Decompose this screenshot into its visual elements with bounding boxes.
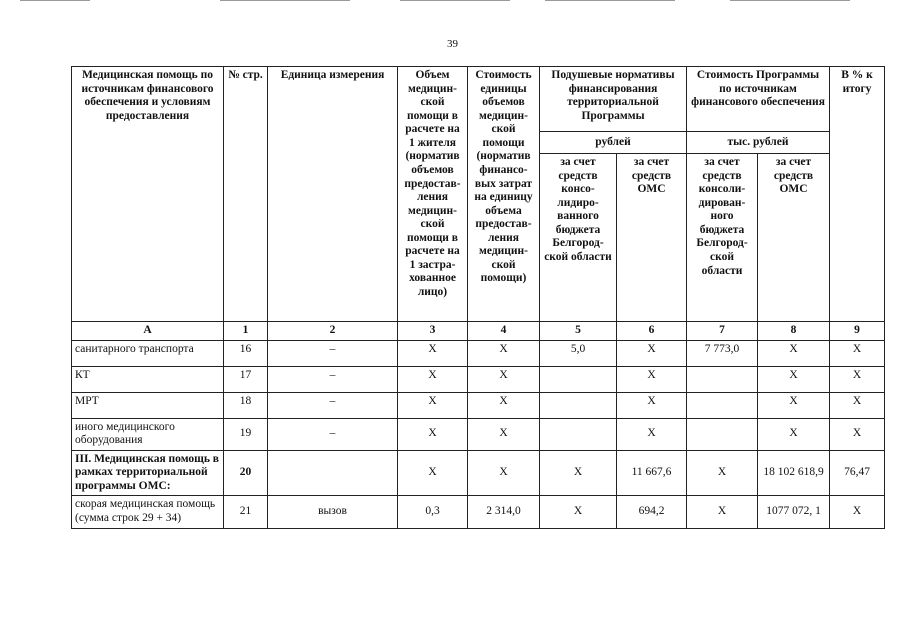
index-cell: 8 [758, 322, 830, 341]
cost-oms-cell: X [758, 366, 830, 392]
percent-cell: 76,47 [830, 450, 885, 496]
row-number: 20 [224, 450, 268, 496]
header-sub-oms-8: за счет средств ОМС [758, 154, 830, 322]
row-label: МРТ [72, 392, 224, 418]
index-cell: 1 [224, 322, 268, 341]
index-cell: 3 [398, 322, 468, 341]
header-col-unit: Единица измерения [268, 67, 398, 322]
unit-cost-cell: 2 314,0 [468, 496, 540, 528]
percapita-budget-cell: X [540, 496, 617, 528]
row-label: скорая медицинская помощь (сумма строк 29 + 34) [72, 496, 224, 528]
table-row [72, 496, 885, 528]
index-cell: 5 [540, 322, 617, 341]
top-edge-line-5 [730, 0, 850, 1]
top-edge-line-1 [20, 0, 90, 1]
header-sub-oms-6: за счет средств ОМС [617, 154, 687, 322]
header-percapita-unit: рублей [540, 132, 687, 154]
cost-budget-cell: X [687, 450, 758, 496]
table-row [72, 340, 885, 366]
unit-cell: – [268, 366, 398, 392]
header-col-cost: Стоимость единицы объемов медицин-ской помощи (норматив финансо-вых затрат на единицу объема предостав-ления медицин-ской помощи) [468, 67, 540, 322]
percapita-oms-cell: X [617, 366, 687, 392]
index-cell: 4 [468, 322, 540, 341]
table-row [72, 392, 885, 418]
cost-budget-cell: 7 773,0 [687, 340, 758, 366]
percapita-budget-cell [540, 366, 617, 392]
cost-oms-cell: X [758, 418, 830, 450]
table-row [72, 366, 885, 392]
volume-cell: 0,3 [398, 496, 468, 528]
volume-cell: X [398, 450, 468, 496]
table-row [72, 450, 885, 496]
header-cost-unit: тыс. рублей [687, 132, 830, 154]
header-col-volume: Объем медицин-ской помощи в расчете на 1 жителя (норматив объемов предостав-ления медицин-ской помощи в расчете на 1 застра-хованное лицо) [398, 67, 468, 322]
percapita-budget-cell: 5,0 [540, 340, 617, 366]
percapita-budget-cell [540, 392, 617, 418]
cost-oms-cell: X [758, 340, 830, 366]
row-number: 16 [224, 340, 268, 366]
row-number: 18 [224, 392, 268, 418]
unit-cell: – [268, 392, 398, 418]
unit-cost-cell: X [468, 392, 540, 418]
percent-cell: X [830, 496, 885, 528]
unit-cell: вызов [268, 496, 398, 528]
page-number: 39 [447, 38, 458, 50]
cost-budget-cell [687, 366, 758, 392]
unit-cell: – [268, 418, 398, 450]
header-sub-budget-7: за счет средств консоли-дирован-ного бюджета Белгород-ской области [687, 154, 758, 322]
percapita-budget-cell [540, 418, 617, 450]
index-cell: 7 [687, 322, 758, 341]
index-cell: А [72, 322, 224, 341]
unit-cell [268, 450, 398, 496]
volume-cell: X [398, 418, 468, 450]
header-sub-budget-5: за счет средств консо-лидиро-ванного бюджета Белгород-ской области [540, 154, 617, 322]
header-col-pct: В % к итогу [830, 67, 885, 322]
cost-oms-cell: 1077 072, 1 [758, 496, 830, 528]
percapita-oms-cell: X [617, 392, 687, 418]
cost-budget-cell: X [687, 496, 758, 528]
unit-cost-cell: X [468, 418, 540, 450]
percapita-oms-cell: 11 667,6 [617, 450, 687, 496]
row-number: 19 [224, 418, 268, 450]
percent-cell: X [830, 340, 885, 366]
row-label: санитарного транспорта [72, 340, 224, 366]
volume-cell: X [398, 392, 468, 418]
unit-cost-cell: X [468, 450, 540, 496]
program-cost-table [71, 66, 885, 529]
percent-cell: X [830, 418, 885, 450]
cost-oms-cell: X [758, 392, 830, 418]
percapita-oms-cell: X [617, 340, 687, 366]
percapita-budget-cell: X [540, 450, 617, 496]
column-index-row [72, 322, 885, 341]
row-label: иного медицинского оборудования [72, 418, 224, 450]
top-edge-line-3 [400, 0, 510, 1]
volume-cell: X [398, 366, 468, 392]
row-label: III. Медицинская помощь в рамках территориальной программы ОМС: [72, 450, 224, 496]
top-edge-line-4 [545, 0, 675, 1]
cost-oms-cell: 18 102 618,9 [758, 450, 830, 496]
volume-cell: X [398, 340, 468, 366]
row-label: КТ [72, 366, 224, 392]
index-cell: 2 [268, 322, 398, 341]
index-cell: 6 [617, 322, 687, 341]
percapita-oms-cell: X [617, 418, 687, 450]
percapita-oms-cell: 694,2 [617, 496, 687, 528]
cost-budget-cell [687, 418, 758, 450]
row-number: 17 [224, 366, 268, 392]
header-group-percapita: Подушевые нормативы финансирования территориальной Программы [540, 67, 687, 132]
index-cell: 9 [830, 322, 885, 341]
header-col-a: Медицинская помощь по источникам финансового обеспечения и условиям предоставления [72, 67, 224, 322]
header-group-cost: Стоимость Программы по источникам финансового обеспечения [687, 67, 830, 132]
cost-budget-cell [687, 392, 758, 418]
percent-cell: X [830, 392, 885, 418]
top-edge-line-2 [220, 0, 350, 1]
table-row [72, 418, 885, 450]
unit-cost-cell: X [468, 366, 540, 392]
row-number: 21 [224, 496, 268, 528]
header-col-num: № стр. [224, 67, 268, 322]
unit-cell: – [268, 340, 398, 366]
percent-cell: X [830, 366, 885, 392]
unit-cost-cell: X [468, 340, 540, 366]
